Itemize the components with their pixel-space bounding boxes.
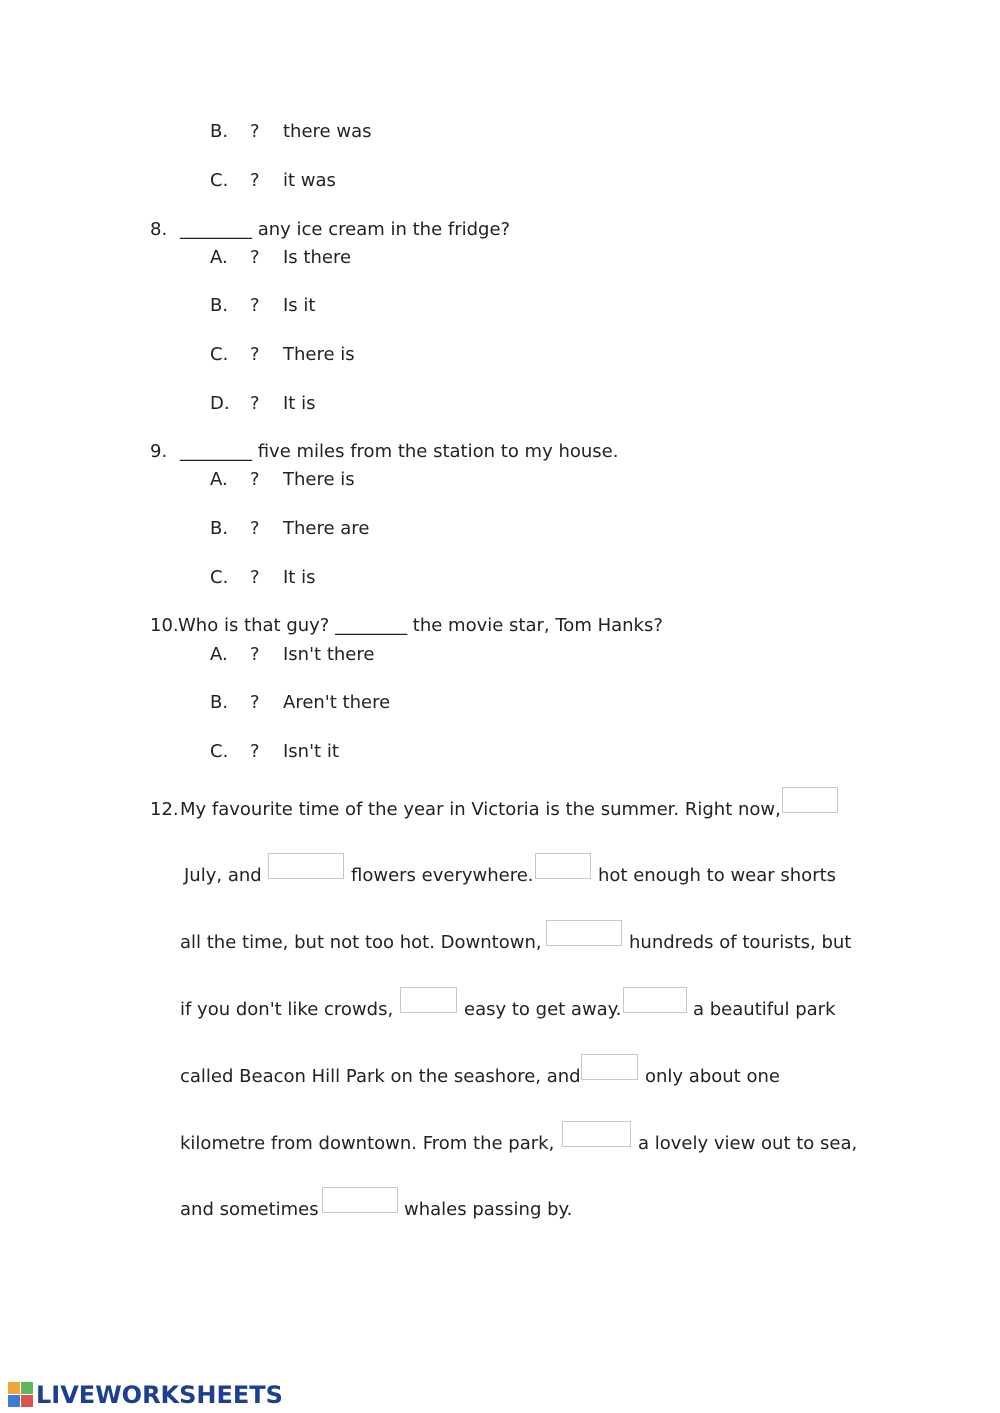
question-number: 9. [150, 441, 168, 462]
option-radio[interactable]: ? [250, 644, 260, 665]
answer-blank-4[interactable] [546, 920, 622, 946]
option-radio[interactable]: ? [250, 692, 260, 713]
cloze-text: July, and [184, 865, 262, 886]
option-text: Is there [283, 247, 352, 268]
answer-blank-5[interactable] [400, 987, 457, 1013]
option-text: Isn't it [283, 741, 339, 762]
cloze-text: only about one [645, 1066, 780, 1087]
option-text: it was [283, 170, 336, 191]
question-stem: ________ any ice cream in the fridge? [180, 219, 511, 240]
option-letter: C. [210, 170, 229, 191]
cloze-text: all the time, but not too hot. Downtown, [180, 932, 542, 953]
question-number: 8. [150, 219, 168, 240]
cloze-text: called Beacon Hill Park on the seashore, and [180, 1066, 581, 1087]
answer-blank-9[interactable] [322, 1187, 398, 1213]
answer-blank-1[interactable] [782, 787, 838, 813]
option-letter: C. [210, 741, 229, 762]
option-radio[interactable]: ? [250, 741, 260, 762]
option-text: Isn't there [283, 644, 375, 665]
option-letter: A. [210, 469, 228, 490]
option-letter: B. [210, 295, 229, 316]
cloze-text: easy to get away. [464, 999, 622, 1020]
answer-blank-7[interactable] [581, 1054, 638, 1080]
option-letter: B. [210, 692, 229, 713]
answer-blank-6[interactable] [623, 987, 687, 1013]
option-letter: D. [210, 393, 230, 414]
footer-logo[interactable] [8, 1380, 283, 1410]
option-letter: C. [210, 344, 229, 365]
answer-blank-2[interactable] [268, 853, 344, 879]
option-letter: C. [210, 567, 229, 588]
question-stem: ________ five miles from the station to my house. [180, 441, 619, 462]
cloze-text: hundreds of tourists, but [629, 932, 852, 953]
option-text: there was [283, 121, 372, 142]
option-radio[interactable]: ? [250, 121, 260, 142]
option-letter: A. [210, 644, 228, 665]
option-radio[interactable]: ? [250, 344, 260, 365]
answer-blank-8[interactable] [562, 1121, 631, 1147]
cloze-text: kilometre from downtown. From the park, [180, 1133, 555, 1154]
option-radio[interactable]: ? [250, 247, 260, 268]
liveworksheets-logo-icon [8, 1382, 34, 1408]
option-radio[interactable]: ? [250, 567, 260, 588]
cloze-text: and sometimes [180, 1199, 319, 1220]
option-text: There is [283, 469, 355, 490]
option-text: It is [283, 567, 316, 588]
cloze-text: whales passing by. [404, 1199, 573, 1220]
option-text: Is it [283, 295, 316, 316]
option-text: Aren't there [283, 692, 391, 713]
cloze-text: flowers everywhere. [351, 865, 534, 886]
option-text: There are [283, 518, 370, 539]
cloze-text: a lovely view out to sea, [638, 1133, 858, 1154]
question-number: 10. [150, 615, 179, 636]
option-text: It is [283, 393, 316, 414]
option-letter: A. [210, 247, 228, 268]
cloze-text: if you don't like crowds, [180, 999, 394, 1020]
option-radio[interactable]: ? [250, 518, 260, 539]
option-letter: B. [210, 121, 229, 142]
question-stem: Who is that guy? ________ the movie star, Tom Hanks? [178, 615, 663, 636]
option-radio[interactable]: ? [250, 469, 260, 490]
question-number: 12. [150, 799, 179, 820]
brand-name: LIVEWORKSHEETS [36, 1381, 283, 1409]
cloze-text: hot enough to wear shorts [598, 865, 837, 886]
option-text: There is [283, 344, 355, 365]
option-radio[interactable]: ? [250, 170, 260, 191]
cloze-text: My favourite time of the year in Victoria is the summer. Right now, [180, 799, 781, 820]
option-radio[interactable]: ? [250, 393, 260, 414]
option-letter: B. [210, 518, 229, 539]
answer-blank-3[interactable] [535, 853, 591, 879]
option-radio[interactable]: ? [250, 295, 260, 316]
cloze-text: a beautiful park [693, 999, 836, 1020]
